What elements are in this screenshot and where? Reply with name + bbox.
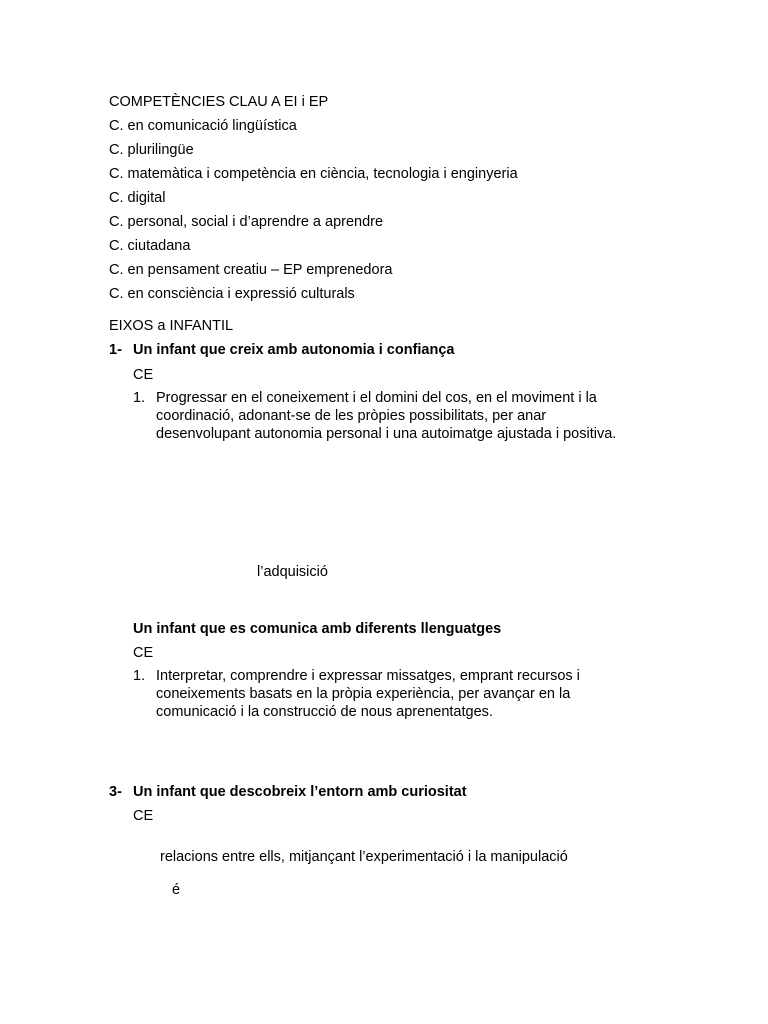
axis3-title: Un infant que descobreix l’entorn amb curiositat: [133, 784, 467, 800]
axis1-item-number: 1.: [133, 390, 146, 406]
axis1-ce-label: CE: [133, 367, 154, 383]
axis2-item-number: 1.: [133, 668, 146, 684]
competency-item: C. en consciència i expressió culturals: [109, 286, 355, 302]
axis3-number: 3-: [109, 784, 122, 800]
fragment-adquisicio: l’adquisició: [257, 564, 328, 580]
axis1-item-line: Progressar en el coneixement i el domini del cos, en el moviment i la: [156, 390, 597, 406]
competency-item: C. en comunicació lingüística: [109, 118, 297, 134]
axis2-item-line: comunicació i la construcció de nous aprenentatges.: [156, 704, 493, 720]
competency-item: C. digital: [109, 190, 166, 206]
competency-item: C. matemàtica i competència en ciència, tecnologia i enginyeria: [109, 166, 518, 182]
competency-item: C. ciutadana: [109, 238, 191, 254]
axis2-ce-label: CE: [133, 645, 154, 661]
axis1-number: 1-: [109, 342, 122, 358]
eixos-heading: EIXOS a INFANTIL: [109, 318, 234, 334]
axis1-item-text: [156, 389, 616, 443]
competencies-heading: COMPETÈNCIES CLAU A EI i EP: [109, 94, 329, 110]
axis2-item-line: coneixements basats en la pròpia experiència, per avançar en la: [156, 686, 571, 702]
axis2-item-text: [156, 667, 580, 721]
axis2-item-line: Interpretar, comprendre i expressar missatges, emprant recursos i: [156, 668, 580, 684]
competency-item: C. en pensament creatiu – EP emprenedora: [109, 262, 393, 278]
competency-item: C. personal, social i d’aprendre a aprendre: [109, 214, 384, 230]
fragment-relacions: relacions entre ells, mitjançant l’experimentació i la manipulació: [160, 849, 568, 865]
axis1-item-line: coordinació, adonant-se de les pròpies possibilitats, per anar: [156, 408, 547, 424]
axis1-title: Un infant que creix amb autonomia i confiança: [133, 342, 455, 358]
competency-item: C. plurilingüe: [109, 142, 194, 158]
axis2-title: Un infant que es comunica amb diferents llenguatges: [133, 621, 502, 637]
axis1-item-line: desenvolupant autonomia personal i una autoimatge ajustada i positiva.: [156, 426, 617, 442]
fragment-e: é: [172, 882, 181, 898]
axis3-ce-label: CE: [133, 808, 154, 824]
